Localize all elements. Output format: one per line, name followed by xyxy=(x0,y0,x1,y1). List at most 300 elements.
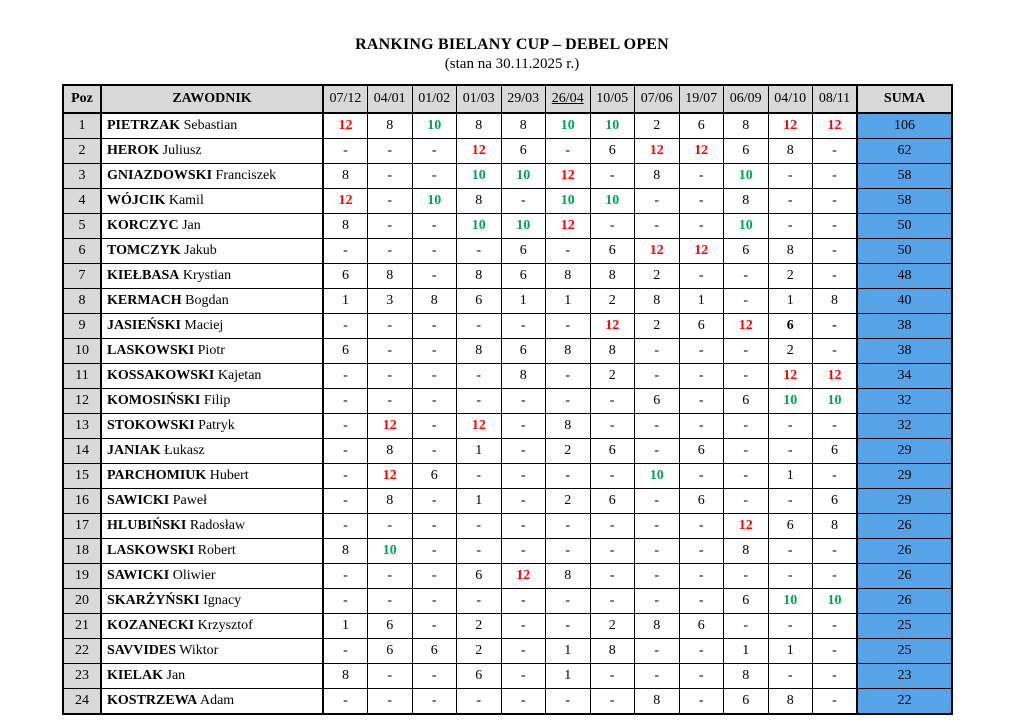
player-surname: KOSTRZEWA xyxy=(107,693,198,708)
score-cell: - xyxy=(412,264,457,289)
header-player: ZAWODNIK xyxy=(101,85,323,113)
player-firstname: Oliwier xyxy=(169,568,216,583)
score-cell: - xyxy=(546,239,591,264)
score-cell: - xyxy=(768,189,813,214)
score-cell: 6 xyxy=(323,264,368,289)
poz-cell: 1 xyxy=(63,113,101,139)
score-cell: 10 xyxy=(501,214,546,239)
score-cell: - xyxy=(813,339,858,364)
poz-cell: 23 xyxy=(63,664,101,689)
score-cell: 12 xyxy=(768,364,813,389)
header-date: 04/10 xyxy=(768,85,813,113)
score-cell: - xyxy=(412,139,457,164)
score-cell: 12 xyxy=(635,139,680,164)
score-cell: - xyxy=(323,464,368,489)
player-surname: KIELAK xyxy=(107,668,164,683)
score-cell: - xyxy=(546,364,591,389)
score-cell: 8 xyxy=(368,113,413,139)
score-cell: - xyxy=(501,464,546,489)
player-surname: SAVVIDES xyxy=(107,643,176,658)
score-cell: - xyxy=(679,639,724,664)
suma-cell: 29 xyxy=(857,464,952,489)
score-cell: 8 xyxy=(323,664,368,689)
table-row xyxy=(63,564,952,589)
score-cell: - xyxy=(412,314,457,339)
score-cell: - xyxy=(590,564,635,589)
score-cell: 8 xyxy=(323,539,368,564)
score-cell: 8 xyxy=(368,264,413,289)
score-cell: - xyxy=(768,164,813,189)
score-cell: 1 xyxy=(546,664,591,689)
header-suma: SUMA xyxy=(857,85,952,113)
score-cell: - xyxy=(635,589,680,614)
score-cell: - xyxy=(635,214,680,239)
score-cell: 10 xyxy=(768,589,813,614)
score-cell: 12 xyxy=(546,164,591,189)
player-cell xyxy=(101,389,323,414)
score-cell: - xyxy=(412,239,457,264)
header-date: 06/09 xyxy=(724,85,769,113)
header-row xyxy=(63,85,952,113)
suma-cell: 50 xyxy=(857,239,952,264)
score-cell: - xyxy=(590,689,635,715)
poz-cell: 8 xyxy=(63,289,101,314)
player-cell xyxy=(101,539,323,564)
score-cell: 10 xyxy=(813,389,858,414)
score-cell: 12 xyxy=(768,113,813,139)
score-cell: - xyxy=(813,314,858,339)
score-cell: - xyxy=(724,614,769,639)
score-cell: - xyxy=(457,539,502,564)
score-cell: - xyxy=(368,564,413,589)
score-cell: 8 xyxy=(457,113,502,139)
score-cell: - xyxy=(724,489,769,514)
score-cell: - xyxy=(412,164,457,189)
player-surname: LASKOWSKI xyxy=(107,343,195,358)
player-surname: PARCHOMIUK xyxy=(107,468,207,483)
score-cell: - xyxy=(412,539,457,564)
score-cell: - xyxy=(501,389,546,414)
score-cell: 1 xyxy=(679,289,724,314)
score-cell: - xyxy=(412,489,457,514)
score-cell: 12 xyxy=(679,239,724,264)
score-cell: 6 xyxy=(501,239,546,264)
poz-cell: 5 xyxy=(63,214,101,239)
suma-cell: 29 xyxy=(857,439,952,464)
score-cell: 10 xyxy=(724,214,769,239)
player-surname: LASKOWSKI xyxy=(107,543,195,558)
score-cell: - xyxy=(323,364,368,389)
score-cell: 8 xyxy=(590,639,635,664)
score-cell: - xyxy=(412,364,457,389)
table-row xyxy=(63,113,952,139)
player-cell xyxy=(101,113,323,139)
table-row xyxy=(63,364,952,389)
score-cell: - xyxy=(590,414,635,439)
score-cell: 8 xyxy=(590,339,635,364)
poz-cell: 17 xyxy=(63,514,101,539)
score-cell: - xyxy=(724,339,769,364)
score-cell: - xyxy=(368,164,413,189)
player-firstname: Ignacy xyxy=(199,593,242,608)
player-surname: KORCZYC xyxy=(107,218,179,233)
score-cell: - xyxy=(323,439,368,464)
score-cell: 8 xyxy=(457,264,502,289)
score-cell: 6 xyxy=(368,639,413,664)
score-cell: 6 xyxy=(724,239,769,264)
player-surname: KOSSAKOWSKI xyxy=(107,368,215,383)
score-cell: 1 xyxy=(546,639,591,664)
score-cell: 12 xyxy=(679,139,724,164)
score-cell: - xyxy=(590,164,635,189)
score-cell: - xyxy=(635,439,680,464)
score-cell: 6 xyxy=(724,589,769,614)
score-cell: - xyxy=(813,264,858,289)
score-cell: 12 xyxy=(546,214,591,239)
player-firstname: Adam xyxy=(197,693,235,708)
score-cell: 8 xyxy=(501,364,546,389)
player-cell xyxy=(101,414,323,439)
poz-cell: 4 xyxy=(63,189,101,214)
score-cell: 2 xyxy=(590,614,635,639)
player-cell xyxy=(101,239,323,264)
score-cell: 6 xyxy=(724,139,769,164)
table-row xyxy=(63,489,952,514)
suma-cell: 48 xyxy=(857,264,952,289)
score-cell: 1 xyxy=(323,289,368,314)
poz-cell: 20 xyxy=(63,589,101,614)
poz-cell: 3 xyxy=(63,164,101,189)
player-firstname: Krystian xyxy=(179,268,232,283)
score-cell: - xyxy=(724,564,769,589)
score-cell: - xyxy=(501,414,546,439)
table-row xyxy=(63,339,952,364)
score-cell: - xyxy=(679,664,724,689)
player-firstname: Łukasz xyxy=(160,443,205,458)
score-cell: - xyxy=(323,389,368,414)
score-cell: 1 xyxy=(724,639,769,664)
score-cell: - xyxy=(368,389,413,414)
player-surname: PIETRZAK xyxy=(107,118,181,133)
score-cell: 8 xyxy=(724,664,769,689)
player-surname: KOZANECKI xyxy=(107,618,195,633)
score-cell: 6 xyxy=(679,614,724,639)
score-cell: 6 xyxy=(590,239,635,264)
score-cell: - xyxy=(813,614,858,639)
score-cell: - xyxy=(323,514,368,539)
player-cell xyxy=(101,139,323,164)
score-cell: 8 xyxy=(457,189,502,214)
score-cell: - xyxy=(679,189,724,214)
score-cell: - xyxy=(546,464,591,489)
score-cell: 8 xyxy=(635,289,680,314)
score-cell: 12 xyxy=(457,139,502,164)
score-cell: - xyxy=(635,189,680,214)
score-cell: - xyxy=(768,539,813,564)
score-cell: - xyxy=(546,314,591,339)
table-row xyxy=(63,264,952,289)
header-date: 10/05 xyxy=(590,85,635,113)
poz-cell: 2 xyxy=(63,139,101,164)
score-cell: - xyxy=(412,564,457,589)
table-row xyxy=(63,289,952,314)
score-cell: - xyxy=(768,439,813,464)
score-cell: 10 xyxy=(412,189,457,214)
player-firstname: Hubert xyxy=(206,468,249,483)
score-cell: - xyxy=(457,239,502,264)
player-surname: GNIAZDOWSKI xyxy=(107,168,213,183)
suma-cell: 26 xyxy=(857,589,952,614)
score-cell: - xyxy=(813,464,858,489)
score-cell: - xyxy=(590,464,635,489)
score-cell: 1 xyxy=(768,289,813,314)
score-cell: 10 xyxy=(546,113,591,139)
score-cell: 8 xyxy=(501,113,546,139)
score-cell: - xyxy=(635,514,680,539)
score-cell: - xyxy=(323,239,368,264)
score-cell: 2 xyxy=(546,489,591,514)
score-cell: - xyxy=(768,414,813,439)
player-surname: JASIEŃSKI xyxy=(107,318,181,333)
poz-cell: 19 xyxy=(63,564,101,589)
suma-cell: 26 xyxy=(857,514,952,539)
score-cell: 8 xyxy=(813,289,858,314)
score-cell: - xyxy=(323,689,368,715)
player-cell xyxy=(101,489,323,514)
score-cell: - xyxy=(679,539,724,564)
score-cell: 8 xyxy=(457,339,502,364)
header-date: 01/03 xyxy=(457,85,502,113)
score-cell: - xyxy=(501,589,546,614)
score-cell: - xyxy=(635,564,680,589)
ranking-table xyxy=(62,84,953,715)
suma-cell: 58 xyxy=(857,164,952,189)
score-cell: 10 xyxy=(546,189,591,214)
score-cell: - xyxy=(368,664,413,689)
score-cell: 10 xyxy=(457,164,502,189)
poz-cell: 22 xyxy=(63,639,101,664)
score-cell: - xyxy=(590,539,635,564)
score-cell: 8 xyxy=(546,339,591,364)
header-date: 08/11 xyxy=(813,85,858,113)
score-cell: 8 xyxy=(813,514,858,539)
score-cell: - xyxy=(501,664,546,689)
score-cell: - xyxy=(546,614,591,639)
table-row xyxy=(63,189,952,214)
header-date: 19/07 xyxy=(679,85,724,113)
player-firstname: Kamil xyxy=(165,193,204,208)
score-cell: 6 xyxy=(590,439,635,464)
score-cell: - xyxy=(412,414,457,439)
score-cell: - xyxy=(635,539,680,564)
score-cell: - xyxy=(368,139,413,164)
score-cell: 1 xyxy=(501,289,546,314)
score-cell: - xyxy=(501,539,546,564)
score-cell: 6 xyxy=(768,314,813,339)
score-cell: - xyxy=(768,614,813,639)
score-cell: 6 xyxy=(679,439,724,464)
score-cell: - xyxy=(368,339,413,364)
player-surname: KERMACH xyxy=(107,293,182,308)
score-cell: - xyxy=(501,314,546,339)
score-cell: - xyxy=(546,389,591,414)
score-cell: - xyxy=(457,689,502,715)
player-surname: WÓJCIK xyxy=(107,193,166,208)
player-firstname: Jan xyxy=(178,218,201,233)
score-cell: - xyxy=(590,214,635,239)
player-firstname: Krzysztof xyxy=(194,618,253,633)
score-cell: - xyxy=(412,614,457,639)
score-cell: 6 xyxy=(457,289,502,314)
score-cell: - xyxy=(368,214,413,239)
score-cell: - xyxy=(368,314,413,339)
score-cell: 3 xyxy=(368,289,413,314)
poz-cell: 14 xyxy=(63,439,101,464)
score-cell: - xyxy=(323,139,368,164)
player-surname: HLUBIŃSKI xyxy=(107,518,187,533)
player-firstname: Radosław xyxy=(186,518,246,533)
score-cell: - xyxy=(724,364,769,389)
table-row xyxy=(63,614,952,639)
score-cell: 10 xyxy=(368,539,413,564)
player-firstname: Robert xyxy=(194,543,236,558)
player-cell xyxy=(101,439,323,464)
score-cell: - xyxy=(590,589,635,614)
score-cell: 8 xyxy=(546,564,591,589)
score-cell: - xyxy=(323,414,368,439)
score-cell: 12 xyxy=(323,189,368,214)
player-firstname: Jan xyxy=(163,668,186,683)
score-cell: 6 xyxy=(457,664,502,689)
score-cell: - xyxy=(724,439,769,464)
poz-cell: 18 xyxy=(63,539,101,564)
poz-cell: 12 xyxy=(63,389,101,414)
score-cell: - xyxy=(679,564,724,589)
score-cell: - xyxy=(323,639,368,664)
poz-cell: 15 xyxy=(63,464,101,489)
score-cell: 8 xyxy=(635,164,680,189)
score-cell: - xyxy=(724,264,769,289)
player-surname: HEROK xyxy=(107,143,160,158)
score-cell: 8 xyxy=(724,113,769,139)
player-surname: KIEŁBASA xyxy=(107,268,180,283)
score-cell: 6 xyxy=(813,439,858,464)
table-row xyxy=(63,389,952,414)
poz-cell: 7 xyxy=(63,264,101,289)
suma-cell: 38 xyxy=(857,339,952,364)
score-cell: 1 xyxy=(768,639,813,664)
player-cell xyxy=(101,614,323,639)
score-cell: 12 xyxy=(368,414,413,439)
suma-cell: 40 xyxy=(857,289,952,314)
score-cell: - xyxy=(501,689,546,715)
score-cell: 8 xyxy=(546,414,591,439)
player-cell xyxy=(101,689,323,715)
score-cell: 8 xyxy=(768,139,813,164)
score-cell: - xyxy=(501,189,546,214)
score-cell: - xyxy=(813,539,858,564)
player-cell xyxy=(101,564,323,589)
score-cell: 8 xyxy=(368,489,413,514)
player-cell xyxy=(101,464,323,489)
player-surname: KOMOSIŃSKI xyxy=(107,393,201,408)
score-cell: - xyxy=(368,514,413,539)
score-cell: 2 xyxy=(768,264,813,289)
score-cell: - xyxy=(412,214,457,239)
score-cell: - xyxy=(501,439,546,464)
score-cell: 10 xyxy=(590,189,635,214)
score-cell: - xyxy=(813,239,858,264)
poz-cell: 13 xyxy=(63,414,101,439)
page-subtitle: (stan na 30.11.2025 r.) xyxy=(444,56,580,72)
player-cell xyxy=(101,264,323,289)
score-cell: 1 xyxy=(546,289,591,314)
player-firstname: Piotr xyxy=(194,343,225,358)
score-cell: - xyxy=(813,639,858,664)
suma-cell: 34 xyxy=(857,364,952,389)
suma-cell: 58 xyxy=(857,189,952,214)
player-cell xyxy=(101,514,323,539)
score-cell: 6 xyxy=(323,339,368,364)
score-cell: - xyxy=(635,364,680,389)
score-cell: 2 xyxy=(590,364,635,389)
score-cell: 6 xyxy=(679,314,724,339)
score-cell: - xyxy=(412,664,457,689)
table-row xyxy=(63,664,952,689)
score-cell: 12 xyxy=(813,113,858,139)
score-cell: - xyxy=(457,464,502,489)
poz-cell: 6 xyxy=(63,239,101,264)
suma-cell: 62 xyxy=(857,139,952,164)
table-row xyxy=(63,539,952,564)
suma-cell: 23 xyxy=(857,664,952,689)
score-cell: - xyxy=(679,414,724,439)
score-cell: - xyxy=(724,464,769,489)
poz-cell: 16 xyxy=(63,489,101,514)
score-cell: 12 xyxy=(724,314,769,339)
player-firstname: Maciej xyxy=(180,318,224,333)
score-cell: 8 xyxy=(768,689,813,715)
score-cell: 10 xyxy=(724,164,769,189)
score-cell: - xyxy=(412,339,457,364)
player-surname: STOKOWSKI xyxy=(107,418,195,433)
score-cell: 12 xyxy=(590,314,635,339)
table-row xyxy=(63,514,952,539)
score-cell: 1 xyxy=(457,439,502,464)
score-cell: - xyxy=(813,214,858,239)
score-cell: 10 xyxy=(412,113,457,139)
score-cell: 12 xyxy=(457,414,502,439)
score-cell: - xyxy=(679,514,724,539)
suma-cell: 25 xyxy=(857,614,952,639)
score-cell: - xyxy=(635,414,680,439)
score-cell: - xyxy=(679,689,724,715)
score-cell: 2 xyxy=(546,439,591,464)
score-cell: - xyxy=(813,139,858,164)
score-cell: 10 xyxy=(813,589,858,614)
score-cell: - xyxy=(368,189,413,214)
score-cell: 8 xyxy=(724,539,769,564)
poz-cell: 21 xyxy=(63,614,101,639)
header-date: 07/12 xyxy=(323,85,368,113)
score-cell: 8 xyxy=(635,689,680,715)
poz-cell: 9 xyxy=(63,314,101,339)
score-cell: 2 xyxy=(635,113,680,139)
score-cell: 10 xyxy=(457,214,502,239)
suma-cell: 26 xyxy=(857,539,952,564)
suma-cell: 25 xyxy=(857,639,952,664)
score-cell: - xyxy=(590,514,635,539)
